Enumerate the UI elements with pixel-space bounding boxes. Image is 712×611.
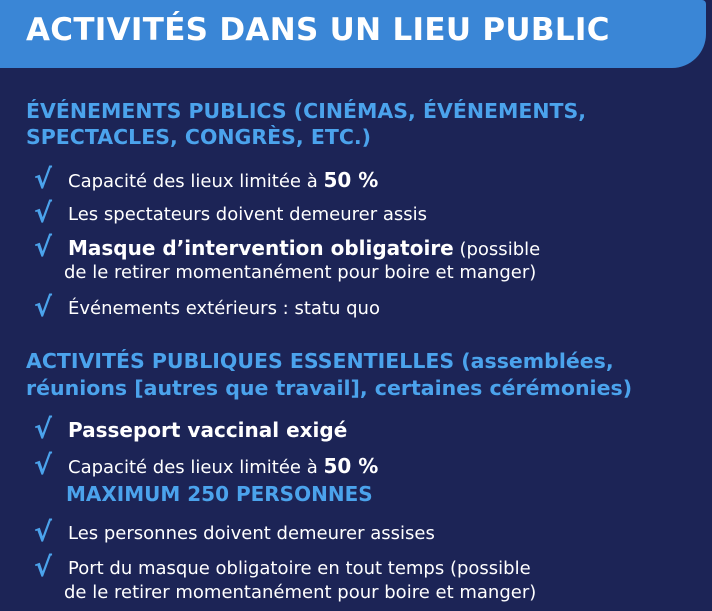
list-item: [34, 232, 702, 288]
item-bold: 50 %: [323, 168, 379, 192]
check-icon: √: [34, 198, 53, 229]
item-bold: Masque d’intervention obligatoire: [68, 236, 454, 260]
check-icon: √: [34, 517, 53, 548]
section-1-title-line1: ÉVÉNEMENTS PUBLICS (CINÉMAS, ÉVÉNEMENTS,: [26, 99, 587, 123]
item-text: Les personnes doivent demeurer assises: [68, 523, 435, 544]
list-item: [34, 552, 702, 608]
section-2-title-line2: réunions [autres que travail], certaines cérémonies): [26, 376, 633, 400]
check-icon: √: [34, 232, 53, 263]
item-continuation: de le retirer momentanément pour boire et manger): [64, 582, 537, 603]
item-continuation: de le retirer momentanément pour boire et manger): [64, 262, 537, 283]
header-banner: [0, 0, 706, 68]
item-text: Les spectateurs doivent demeurer assis: [68, 204, 428, 225]
check-icon: √: [34, 414, 53, 445]
section-2-title-main: ACTIVITÉS PUBLIQUES ESSENTIELLES: [26, 349, 455, 373]
item-text: Événements extérieurs : statu quo: [68, 298, 380, 319]
section-1-title-line2: SPECTACLES, CONGRÈS, ETC.): [26, 125, 372, 149]
check-icon: √: [34, 164, 53, 195]
list-item: [34, 450, 702, 510]
page-title: ACTIVITÉS DANS UN LIEU PUBLIC: [26, 12, 610, 48]
check-icon: √: [34, 450, 53, 481]
item-text: (possible: [453, 239, 541, 260]
check-icon: √: [34, 552, 53, 583]
item-bold: Passeport vaccinal exigé: [68, 418, 348, 442]
capacity-highlight: MAXIMUM 250 PERSONNES: [66, 482, 373, 506]
item-text: Capacité des lieux limitée à: [68, 457, 324, 478]
section-2-title-paren: (assemblées,: [454, 349, 614, 373]
item-bold: 50 %: [323, 454, 379, 478]
check-icon: √: [34, 292, 53, 323]
item-text: Port du masque obligatoire en tout temps (possible: [68, 558, 531, 579]
section-2-title-line1: [26, 348, 614, 375]
item-text: Capacité des lieux limitée à: [68, 171, 324, 192]
